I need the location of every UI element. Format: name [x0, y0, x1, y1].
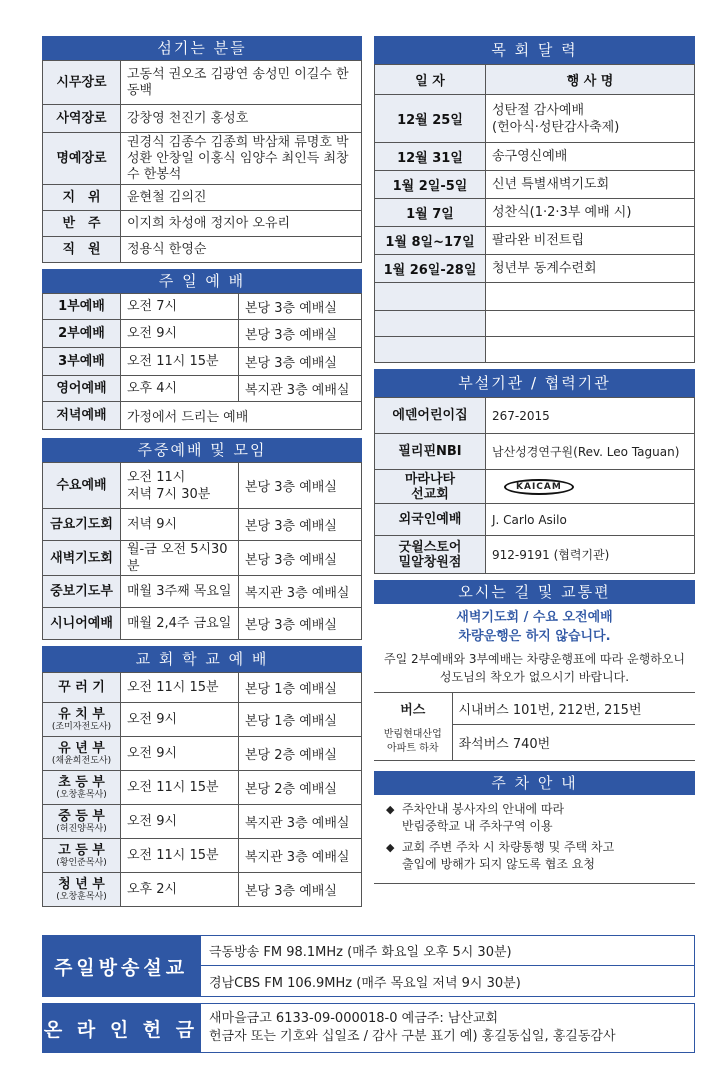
- calendar-date: 1월 26일-28일: [375, 255, 486, 283]
- school-place: 본당 2층 예배실: [239, 771, 362, 805]
- school-place: 본당 3층 예배실: [239, 873, 362, 907]
- affiliates-value-text: J. Carlo Asilo: [492, 512, 567, 527]
- weekday-label-text: 새벽기도회: [50, 550, 113, 566]
- bus-stop: 반림현대산업 아파트 하차: [374, 725, 452, 761]
- offering-line1: 새마을금고 6133-09-000018-0 예금주: 남산교회: [209, 1011, 499, 1026]
- school-label: [43, 771, 121, 805]
- bus-line1: 시내버스 101번, 212번, 215번: [452, 693, 695, 725]
- sunday-label-text: 1부예배: [58, 299, 105, 314]
- weekday-place: 본당 3층 예배실: [239, 463, 362, 509]
- parking-item-text: 주차안내 봉사자의 안내에 따라 반림중학교 내 주차구역 이용: [402, 802, 565, 833]
- calendar-event: 청년부 동계수련회: [486, 255, 695, 283]
- affiliates-value: [486, 398, 695, 434]
- servants-header: 섬기는 분들: [42, 36, 362, 60]
- calendar-row: [375, 255, 695, 283]
- broadcast-line2: 경남CBS FM 106.9MHz (매주 목요일 저녁 9시 30분): [209, 975, 521, 991]
- servants-row: [43, 105, 362, 133]
- sunday-label: [43, 376, 121, 402]
- servants-label: 반 주: [43, 211, 121, 237]
- parking-header: 주 차 안 내: [374, 771, 695, 795]
- school-row: [43, 673, 362, 703]
- weekday-label: [43, 541, 121, 576]
- school-label-text: 초 등 부: [58, 775, 105, 790]
- school-table: [42, 672, 362, 907]
- calendar-row: [375, 143, 695, 171]
- calendar-event: [486, 283, 695, 311]
- kaicam-logo: [504, 479, 574, 495]
- school-header: 교 회 학 교 예 배: [42, 646, 362, 672]
- weekday-table: [42, 462, 362, 640]
- directions-desc: 주일 2부예배와 3부예배는 차량운행표에 따라 운행하오니 성도님의 착오가 없으시기 바랍니다.: [384, 652, 685, 684]
- parking-item-text: 교회 주변 주차 시 차량통행 및 주택 차고 출입에 방해가 되지 않도록 협조 요청: [402, 840, 615, 871]
- affiliates-value: [486, 504, 695, 536]
- school-leader: (채윤희전도사): [51, 756, 112, 766]
- school-label-text: 고 등 부: [58, 843, 105, 858]
- calendar-row: [375, 283, 695, 311]
- calendar-event: [486, 337, 695, 363]
- weekday-place: 본당 3층 예배실: [239, 608, 362, 640]
- servants-value: 고동석 권오조 김광연 송성민 이길수 한동백: [121, 61, 362, 105]
- servants-row: [43, 133, 362, 185]
- affiliates-row: [375, 398, 695, 434]
- school-time: 오전 11시 15분: [121, 673, 239, 703]
- broadcast-box: [42, 935, 695, 997]
- sunday-header: 주 일 예 배: [42, 269, 362, 293]
- school-label: [43, 839, 121, 873]
- weekday-time: 월-금 오전 5시30분: [121, 541, 239, 576]
- calendar-date: 1월 7일: [375, 199, 486, 227]
- servants-label: 사역장로: [43, 105, 121, 133]
- affiliates-row: [375, 504, 695, 536]
- calendar-row: [375, 337, 695, 363]
- calendar-col-date: 일 자: [375, 65, 486, 95]
- school-place: 본당 2층 예배실: [239, 737, 362, 771]
- school-label: [43, 737, 121, 771]
- weekday-time: 매월 2,4주 금요일: [121, 608, 239, 640]
- weekday-label: [43, 608, 121, 640]
- sunday-time: 가정에서 드리는 예배: [121, 402, 362, 430]
- servants-value: 권경식 김종수 김종희 박삼채 류명호 박성환 안창일 이홍식 임양수 최인득 최창수 한봉석: [121, 133, 362, 185]
- weekday-row: [43, 576, 362, 608]
- weekday-label-text: 금요기도회: [50, 517, 113, 532]
- calendar-date: [375, 311, 486, 337]
- sunday-label-text: 영어예배: [56, 381, 107, 396]
- weekday-label-text: 시니어예배: [50, 616, 113, 631]
- school-place: 복지관 3층 예배실: [239, 805, 362, 839]
- sunday-place: 본당 3층 예배실: [239, 320, 362, 348]
- affiliates-label: 필리핀NBI: [375, 434, 486, 470]
- calendar-date: [375, 337, 486, 363]
- sunday-label-text: 2부예배: [58, 326, 105, 341]
- affiliates-row: [375, 470, 695, 504]
- calendar-header: 목 회 달 력: [374, 36, 695, 64]
- right-column: [374, 36, 695, 884]
- school-row: [43, 839, 362, 873]
- affiliates-value-text: 267-2015: [492, 408, 550, 423]
- school-label-text: 중 등 부: [58, 809, 105, 824]
- school-leader: (허진양목사): [56, 824, 107, 834]
- school-place: 본당 1층 예배실: [239, 703, 362, 737]
- weekday-time: 매월 3주째 목요일: [121, 576, 239, 608]
- weekday-label: [43, 576, 121, 608]
- broadcast-line1: 극동방송 FM 98.1MHz (매주 화요일 오후 5시 30분): [201, 936, 694, 966]
- servants-label: 시무장로: [43, 61, 121, 105]
- parking-item: [386, 801, 685, 835]
- school-label: [43, 703, 121, 737]
- school-time: 오후 2시: [121, 873, 239, 907]
- affiliates-table: [374, 397, 695, 574]
- weekday-row: [43, 541, 362, 576]
- calendar-table: [374, 64, 695, 363]
- servants-value: 정용식 한영순: [121, 237, 362, 263]
- servants-value: 윤현철 김의진: [121, 185, 362, 211]
- sunday-label-text: 저녁예배: [56, 408, 107, 423]
- sunday-row: [43, 348, 362, 376]
- calendar-event: 신년 특별새벽기도회: [486, 171, 695, 199]
- directions-notice-line2: 차량운행은 하지 않습니다.: [458, 629, 611, 644]
- directions-header: 오시는 길 및 교통편: [374, 580, 695, 604]
- affiliates-value-text: 912-9191 (협력기관): [492, 548, 610, 562]
- directions-notice-line1: 새벽기도회 / 수요 오전예배: [456, 610, 613, 625]
- weekday-row: [43, 509, 362, 541]
- weekday-row: [43, 608, 362, 640]
- sunday-label: [43, 320, 121, 348]
- calendar-date: 12월 31일: [375, 143, 486, 171]
- school-row: [43, 805, 362, 839]
- servants-row: [43, 185, 362, 211]
- school-leader: (황인준목사): [56, 858, 107, 868]
- weekday-row: [43, 463, 362, 509]
- broadcast-title: 주일방송설교: [42, 935, 200, 997]
- weekday-label-text: 수요예배: [56, 478, 107, 493]
- calendar-row: [375, 311, 695, 337]
- school-leader: (조미자전도사): [51, 722, 112, 732]
- school-time: 오전 9시: [121, 805, 239, 839]
- weekday-place: 본당 3층 예배실: [239, 509, 362, 541]
- sunday-row: [43, 320, 362, 348]
- weekday-header: 주중예배 및 모임: [42, 438, 362, 462]
- offering-title: 온 라 인 헌 금: [42, 1003, 200, 1053]
- parking-item: [386, 839, 685, 873]
- weekday-place: 본당 3층 예배실: [239, 541, 362, 576]
- school-label-text: 청 년 부: [58, 877, 105, 892]
- offering-line2: 헌금자 또는 기호와 십일조 / 감사 구분 표기 예) 홍길동십일, 홍길동감사: [209, 1029, 616, 1044]
- school-label-text: 유 치 부: [58, 707, 105, 722]
- affiliates-row: [375, 434, 695, 470]
- affiliates-value: [486, 536, 695, 574]
- school-row: [43, 771, 362, 805]
- school-row: [43, 737, 362, 771]
- sunday-time: 오전 7시: [121, 294, 239, 320]
- kaicam-logo-text: KAICAM: [516, 482, 562, 492]
- affiliates-label: 외국인예배: [375, 504, 486, 536]
- weekday-place: 복지관 3층 예배실: [239, 576, 362, 608]
- directions-notice: [374, 608, 695, 646]
- sunday-place: 본당 3층 예배실: [239, 294, 362, 320]
- servants-row: [43, 211, 362, 237]
- weekday-time: 오전 11시 저녁 7시 30분: [121, 463, 239, 509]
- school-label-text: 꾸 러 기: [58, 680, 105, 695]
- school-leader: (오창훈목사): [56, 790, 107, 800]
- sunday-table: [42, 293, 362, 430]
- calendar-date: 1월 8일~17일: [375, 227, 486, 255]
- sunday-label-text: 3부예배: [58, 354, 105, 369]
- calendar-event: [486, 311, 695, 337]
- school-place: 복지관 3층 예배실: [239, 839, 362, 873]
- affiliates-label: 에덴어린이집: [375, 398, 486, 434]
- sunday-label: [43, 294, 121, 320]
- left-column: [42, 36, 362, 907]
- sunday-row: [43, 376, 362, 402]
- servants-value: 강창영 천진기 홍성호: [121, 105, 362, 133]
- servants-value: 이지희 차성애 정지아 오유리: [121, 211, 362, 237]
- affiliates-label: 굿윌스토어 밀알창원점: [375, 536, 486, 574]
- sunday-label: [43, 348, 121, 376]
- sunday-place: 복지관 3층 예배실: [239, 376, 362, 402]
- affiliates-value: [486, 470, 695, 504]
- offering-box: [42, 1003, 695, 1053]
- affiliates-value: [486, 434, 695, 470]
- calendar-event: 성찬식(1·2·3부 예배 시): [486, 199, 695, 227]
- calendar-event: 성탄절 감사예배 (헌아식·성탄감사축제): [486, 95, 695, 143]
- school-row: [43, 873, 362, 907]
- school-time: 오전 9시: [121, 737, 239, 771]
- school-time: 오전 11시 15분: [121, 771, 239, 805]
- calendar-row: [375, 227, 695, 255]
- servants-label: 지 위: [43, 185, 121, 211]
- calendar-row: [375, 171, 695, 199]
- bus-line2: 좌석버스 740번: [458, 737, 551, 752]
- bus-label: 버스: [374, 693, 452, 725]
- servants-label: 명예장로: [43, 133, 121, 185]
- calendar-date: [375, 283, 486, 311]
- bottom-section: [42, 935, 695, 1059]
- school-label: [43, 873, 121, 907]
- school-label: [43, 673, 121, 703]
- calendar-col-event: 행 사 명: [486, 65, 695, 95]
- calendar-event: 송구영신예배: [486, 143, 695, 171]
- servants-table: [42, 60, 362, 263]
- parking-list: [374, 795, 695, 884]
- calendar-event: 팔라완 비전트립: [486, 227, 695, 255]
- affiliates-header: 부설기관 / 협력기관: [374, 369, 695, 397]
- sunday-place: 본당 3층 예배실: [239, 348, 362, 376]
- bus-table: [374, 692, 695, 761]
- affiliates-row: [375, 536, 695, 574]
- school-leader: (오창훈목사): [56, 892, 107, 902]
- weekday-label: [43, 509, 121, 541]
- calendar-row: [375, 199, 695, 227]
- servants-label: 직 원: [43, 237, 121, 263]
- sunday-time: 오전 9시: [121, 320, 239, 348]
- diamond-bullet-icon: ◆: [386, 841, 395, 854]
- affiliates-value-text: 남산성경연구원(Rev. Leo Taguan): [492, 445, 680, 459]
- school-label-text: 유 년 부: [58, 741, 105, 756]
- sunday-time: 오후 4시: [121, 376, 239, 402]
- servants-row: [43, 61, 362, 105]
- calendar-date: 12월 25일: [375, 95, 486, 143]
- servants-row: [43, 237, 362, 263]
- school-row: [43, 703, 362, 737]
- weekday-label: [43, 463, 121, 509]
- weekday-label-text: 중보기도부: [50, 584, 113, 599]
- school-label: [43, 805, 121, 839]
- school-time: 오전 11시 15분: [121, 839, 239, 873]
- diamond-bullet-icon: ◆: [386, 803, 395, 816]
- school-place: 본당 1층 예배실: [239, 673, 362, 703]
- calendar-date: 1월 2일-5일: [375, 171, 486, 199]
- affiliates-label: 마라나타 선교회: [375, 470, 486, 504]
- sunday-row: [43, 402, 362, 430]
- calendar-row: [375, 95, 695, 143]
- sunday-label: [43, 402, 121, 430]
- sunday-time: 오전 11시 15분: [121, 348, 239, 376]
- sunday-row: [43, 294, 362, 320]
- weekday-time: 저녁 9시: [121, 509, 239, 541]
- school-time: 오전 9시: [121, 703, 239, 737]
